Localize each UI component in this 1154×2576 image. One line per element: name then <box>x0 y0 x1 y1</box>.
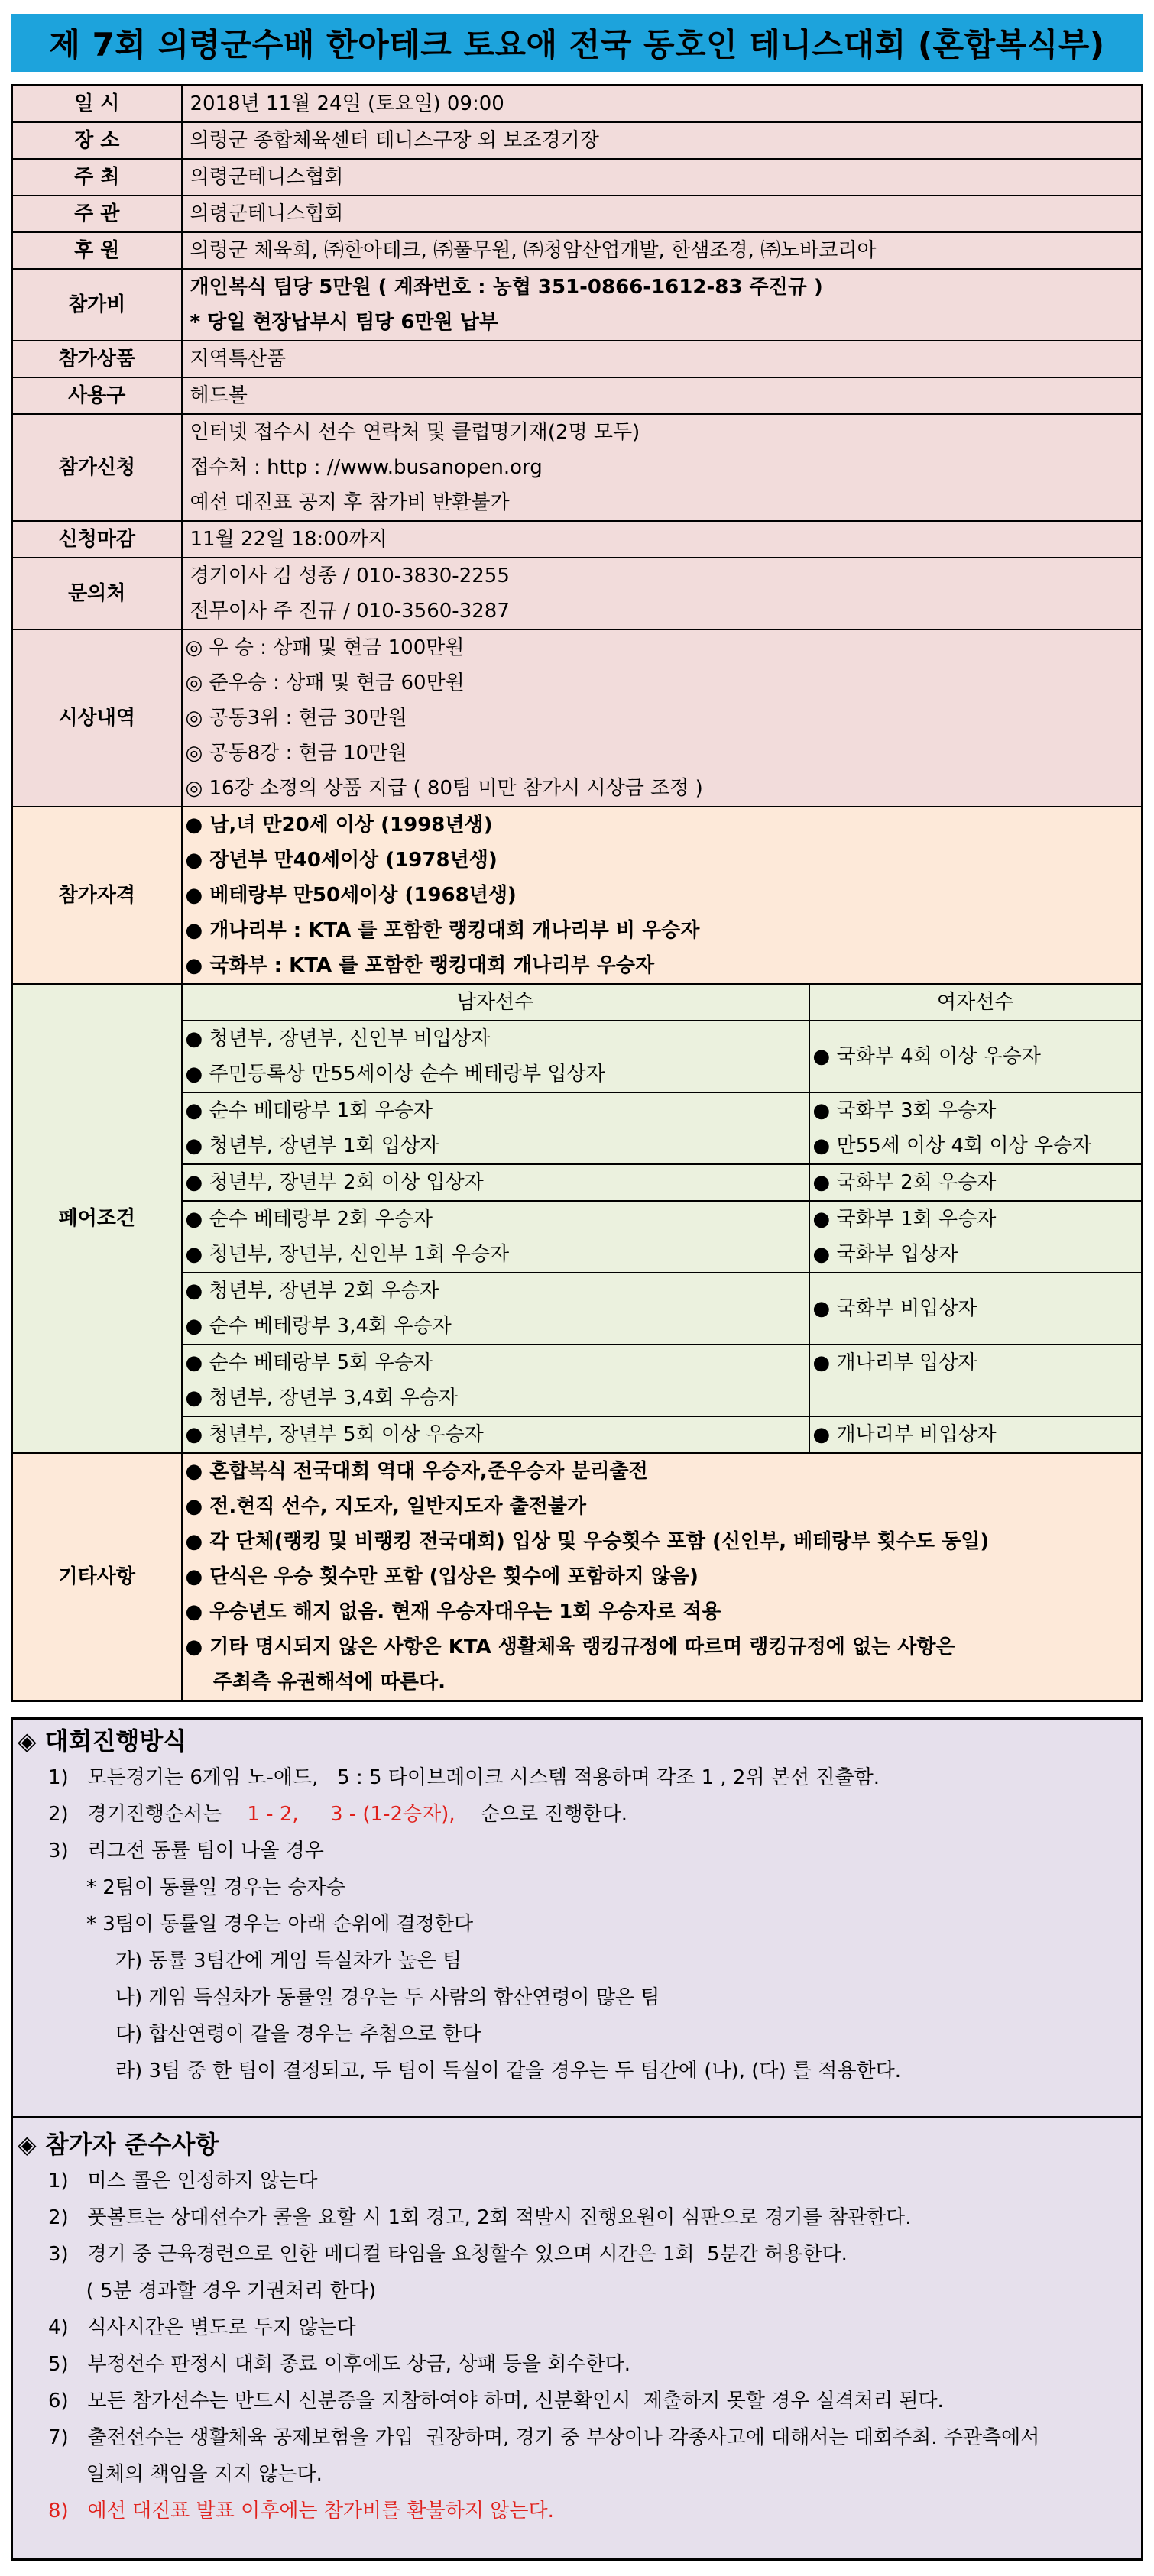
tie-rule: * 3팀이 동률일 경우는 아래 순위에 결정한다 <box>86 1913 474 1936</box>
value-gift: 지역특산품 <box>182 341 1143 377</box>
value-deadline: 11월 22일 18:00까지 <box>182 521 1143 558</box>
row-date <box>12 86 1143 123</box>
male-condition: ● 청년부, 장년부, 신인부 1회 우승자 <box>185 1243 510 1266</box>
prize-line: ◎ 공동3위 : 현금 30만원 <box>185 707 407 730</box>
label-host: 주 최 <box>12 159 182 196</box>
contact-line: 전무이사 주 진규 / 010-3560-3287 <box>190 600 510 623</box>
value-ball: 헤드볼 <box>182 377 1143 414</box>
apply-line: 예선 대진표 공지 후 참가비 반환불가 <box>190 491 510 514</box>
male-condition: ● 청년부, 장년부, 신인부 비입상자 <box>185 1027 491 1050</box>
row-organizer <box>12 196 1143 232</box>
label-contact: 문의처 <box>12 558 182 629</box>
eligibility-line: ● 장년부 만40세이상 (1978년생) <box>185 849 498 872</box>
label-eligibility: 참가자격 <box>12 807 182 984</box>
rule-item: 1) 미스 콜은 인정하지 않는다 <box>48 2170 318 2193</box>
label-deadline: 신청마감 <box>12 521 182 558</box>
row-host <box>12 159 1143 196</box>
label-ball: 사용구 <box>12 377 182 414</box>
tie-break-step: 라) 3팀 중 한 팀이 결정되고, 두 팀이 득실이 같을 경우는 두 팀간에 (나), (다) 를 적용한다. <box>115 2060 902 2082</box>
apply-line: 접수처 : http : //www.busanopen.org <box>190 456 543 479</box>
label-misc: 기타사항 <box>12 1453 182 1701</box>
value-venue: 의령군 종합체육센터 테니스구장 외 보조경기장 <box>182 122 1143 159</box>
pairing-row <box>183 1345 1142 1416</box>
female-condition: ● 국화부 3회 우승자 <box>812 1099 997 1122</box>
male-condition: ● 순수 베테랑부 3,4회 우승자 <box>185 1315 452 1338</box>
misc-line: ● 기타 명시되지 않은 사항은 KTA 생활체육 랭킹규정에 따르며 랭킹규정에 없는 사항은 <box>185 1636 955 1659</box>
misc-line: ● 우승년도 해지 없음. 현재 우승자대우는 1회 우승자로 적용 <box>185 1600 721 1623</box>
female-condition: ● 만55세 이상 4회 이상 우승자 <box>812 1134 1092 1157</box>
female-condition: ● 국화부 비입상자 <box>812 1297 977 1320</box>
pairing-row <box>183 1092 1142 1164</box>
value-eligibility <box>182 807 1143 984</box>
pairing-table <box>183 985 1142 1452</box>
value-contact <box>182 558 1143 629</box>
row-sponsor <box>12 232 1143 269</box>
male-header: 남자선수 <box>183 985 809 1021</box>
tie-break-step: 가) 동률 3팀간에 게임 득실차가 높은 팀 <box>115 1950 462 1972</box>
value-apply <box>182 414 1143 521</box>
label-pairing: 페어조건 <box>12 984 182 1453</box>
progress-order: 1 - 2, 3 - (1-2승자), <box>247 1803 455 1826</box>
progress-item <box>48 1796 1141 1833</box>
pairing-row <box>183 1021 1142 1092</box>
misc-line: ● 혼합복식 전국대회 역대 우승자,준우승자 분리출전 <box>185 1460 648 1483</box>
tie-break-step: 나) 게임 득실차가 동률일 경우는 두 사람의 합산연령이 많은 팀 <box>115 1986 660 2009</box>
pairing-cell <box>182 984 1143 1453</box>
row-fee <box>12 269 1143 341</box>
value-fee <box>182 269 1143 341</box>
rule-item: 일체의 책임을 지지 않는다. <box>48 2463 323 2486</box>
male-condition: ● 주민등록상 만55세이상 순수 베테랑부 입상자 <box>185 1063 605 1086</box>
pairing-row <box>183 1164 1142 1201</box>
female-condition: ● 개나리부 입상자 <box>812 1351 977 1374</box>
rule-item: 4) 식사시간은 별도로 두지 않는다 <box>48 2316 356 2339</box>
row-venue <box>12 122 1143 159</box>
row-pairing <box>12 984 1143 1453</box>
rule-item-refund: 8) 예선 대진표 발표 이후에는 참가비를 환불하지 않는다. <box>48 2500 554 2523</box>
male-cell <box>183 1201 809 1273</box>
value-date: 2018년 11월 24일 (토요일) 09:00 <box>182 86 1143 123</box>
rule-item: 7) 출전선수는 생활체육 공제보험을 가입 권장하며, 경기 중 부상이나 각종사고에 대해서는 대회주최. 주관측에서 <box>48 2426 1040 2449</box>
apply-line: 인터넷 접수시 선수 연락처 및 클럽명기재(2명 모두) <box>190 421 640 444</box>
misc-line: ● 각 단체(랭킹 및 비랭킹 전국대회) 입상 및 우승횟수 포함 (신인부, 베테랑부 횟수도 동일) <box>185 1530 990 1553</box>
female-header: 여자선수 <box>809 985 1142 1021</box>
progress-item2-prefix: 2) 경기진행순서는 <box>48 1803 222 1826</box>
contact-line: 경기이사 김 성종 / 010-3830-2255 <box>190 565 510 587</box>
row-apply <box>12 414 1143 521</box>
misc-line: ● 단식은 우승 횟수만 포함 (입상은 횟수에 포함하지 않음) <box>185 1565 699 1588</box>
row-misc <box>12 1453 1143 1701</box>
female-cell <box>809 1164 1142 1201</box>
row-deadline <box>12 521 1143 558</box>
male-condition: ● 순수 베테랑부 1회 우승자 <box>185 1099 433 1122</box>
row-gift <box>12 341 1143 377</box>
progress-item: 3) 리그전 동률 팀이 나올 경우 <box>48 1840 324 1862</box>
page-title: 제 7회 의령군수배 한아테크 토요애 전국 동호인 테니스대회 (혼합복식부) <box>11 14 1143 72</box>
female-cell <box>809 1021 1142 1092</box>
female-condition: ● 국화부 1회 우승자 <box>812 1208 997 1231</box>
male-condition: ● 청년부, 장년부 2회 우승자 <box>185 1280 439 1303</box>
value-organizer: 의령군테니스협회 <box>182 196 1143 232</box>
value-sponsor: 의령군 체육회, ㈜한아테크, ㈜풀무원, ㈜청암산업개발, 한샘조경, ㈜노바코리아 <box>182 232 1143 269</box>
row-ball <box>12 377 1143 414</box>
eligibility-line: ● 개나리부 : KTA 를 포함한 랭킹대회 개나리부 비 우승자 <box>185 919 700 942</box>
pairing-row <box>183 1416 1142 1452</box>
progress-heading: ◈ 대회진행방식 <box>18 1727 187 1756</box>
label-sponsor: 후 원 <box>12 232 182 269</box>
male-cell <box>183 1273 809 1345</box>
male-cell <box>183 1164 809 1201</box>
rules-heading: ◈ 참가자 준수사항 <box>18 2130 219 2159</box>
eligibility-line: ● 남,녀 만20세 이상 (1998년생) <box>185 814 493 837</box>
value-host: 의령군테니스협회 <box>182 159 1143 196</box>
male-cell <box>183 1416 809 1452</box>
progress-item: 1) 모든경기는 6게임 노-애드, 5 : 5 타이브레이크 시스템 적용하며 각조 1 , 2위 본선 진출함. <box>48 1766 880 1789</box>
female-cell <box>809 1092 1142 1164</box>
row-contact <box>12 558 1143 629</box>
tie-break-step: 다) 합산연령이 같을 경우는 추첨으로 한다 <box>115 2023 481 2046</box>
male-cell <box>183 1021 809 1092</box>
misc-line: 주최측 유권해석에 따른다. <box>185 1671 446 1694</box>
female-cell <box>809 1273 1142 1345</box>
misc-line: ● 전.현직 선수, 지도자, 일반지도자 출전불가 <box>185 1495 587 1518</box>
label-venue: 장 소 <box>12 122 182 159</box>
male-cell <box>183 1345 809 1416</box>
label-organizer: 주 관 <box>12 196 182 232</box>
info-table <box>11 84 1143 1702</box>
rule-item: 2) 풋볼트는 상대선수가 콜을 요할 시 1회 경고, 2회 적발시 진행요원이 심판으로 경기를 참관한다. <box>48 2206 912 2229</box>
male-condition: ● 청년부, 장년부 2회 이상 입상자 <box>185 1171 484 1194</box>
prize-line: ◎ 우 승 : 상패 및 현금 100만원 <box>185 636 465 659</box>
label-apply: 참가신청 <box>12 414 182 521</box>
rule-item: 5) 부정선수 판정시 대회 종료 이후에도 상금, 상패 등을 회수한다. <box>48 2353 631 2376</box>
value-misc <box>182 1453 1143 1701</box>
label-prizes: 시상내역 <box>12 629 182 807</box>
female-condition: ● 국화부 입상자 <box>812 1243 958 1266</box>
label-gift: 참가상품 <box>12 341 182 377</box>
value-prizes <box>182 629 1143 807</box>
female-condition: ● 개나리부 비입상자 <box>812 1423 997 1446</box>
prize-line: ◎ 준우승 : 상패 및 현금 60만원 <box>185 672 465 694</box>
female-cell <box>809 1416 1142 1452</box>
female-condition: ● 국화부 2회 우승자 <box>812 1171 997 1194</box>
fee-line: 개인복식 팀당 5만원 ( 계좌번호 : 농협 351-0866-1612-83 주진규 ) <box>190 276 823 299</box>
rule-item: 3) 경기 중 근육경련으로 인한 메디컬 타임을 요청할수 있으며 시간은 1회 5분간 허용한다. <box>48 2243 848 2266</box>
label-date: 일 시 <box>12 86 182 123</box>
male-condition: ● 청년부, 장년부 3,4회 우승자 <box>185 1387 459 1409</box>
rules-section <box>11 2116 1143 2561</box>
male-condition: ● 순수 베테랑부 5회 우승자 <box>185 1351 433 1374</box>
female-condition: ● 국화부 4회 이상 우승자 <box>812 1045 1041 1068</box>
female-cell <box>809 1345 1142 1416</box>
row-eligibility <box>12 807 1143 984</box>
male-condition: ● 청년부, 장년부 5회 이상 우승자 <box>185 1423 484 1446</box>
label-fee: 참가비 <box>12 269 182 341</box>
prize-line: ◎ 공동8강 : 현금 10만원 <box>185 742 407 765</box>
male-condition: ● 청년부, 장년부 1회 입상자 <box>185 1134 439 1157</box>
progress-section <box>11 1717 1143 2119</box>
row-prizes <box>12 629 1143 807</box>
female-cell <box>809 1201 1142 1273</box>
progress-item2-suffix: 순으로 진행한다. <box>480 1803 628 1826</box>
eligibility-line: ● 베테랑부 만50세이상 (1968년생) <box>185 884 517 907</box>
tie-rule: * 2팀이 동률일 경우는 승자승 <box>86 1876 345 1899</box>
pairing-header-row <box>183 985 1142 1021</box>
pairing-row <box>183 1273 1142 1345</box>
fee-line: * 당일 현장납부시 팀당 6만원 납부 <box>190 311 498 334</box>
prize-line: ◎ 16강 소정의 상품 지급 ( 80팀 미만 참가시 시상금 조정 ) <box>185 777 703 800</box>
eligibility-line: ● 국화부 : KTA 를 포함한 랭킹대회 개나리부 우승자 <box>185 954 655 977</box>
male-condition: ● 순수 베테랑부 2회 우승자 <box>185 1208 433 1231</box>
rule-item: 6) 모든 참가선수는 반드시 신분증을 지참하여야 하며, 신분확인시 제출하지 못할 경우 실격처리 된다. <box>48 2390 944 2413</box>
pairing-row <box>183 1201 1142 1273</box>
rule-item: ( 5분 경과할 경우 기권처리 한다) <box>48 2280 377 2303</box>
male-cell <box>183 1092 809 1164</box>
